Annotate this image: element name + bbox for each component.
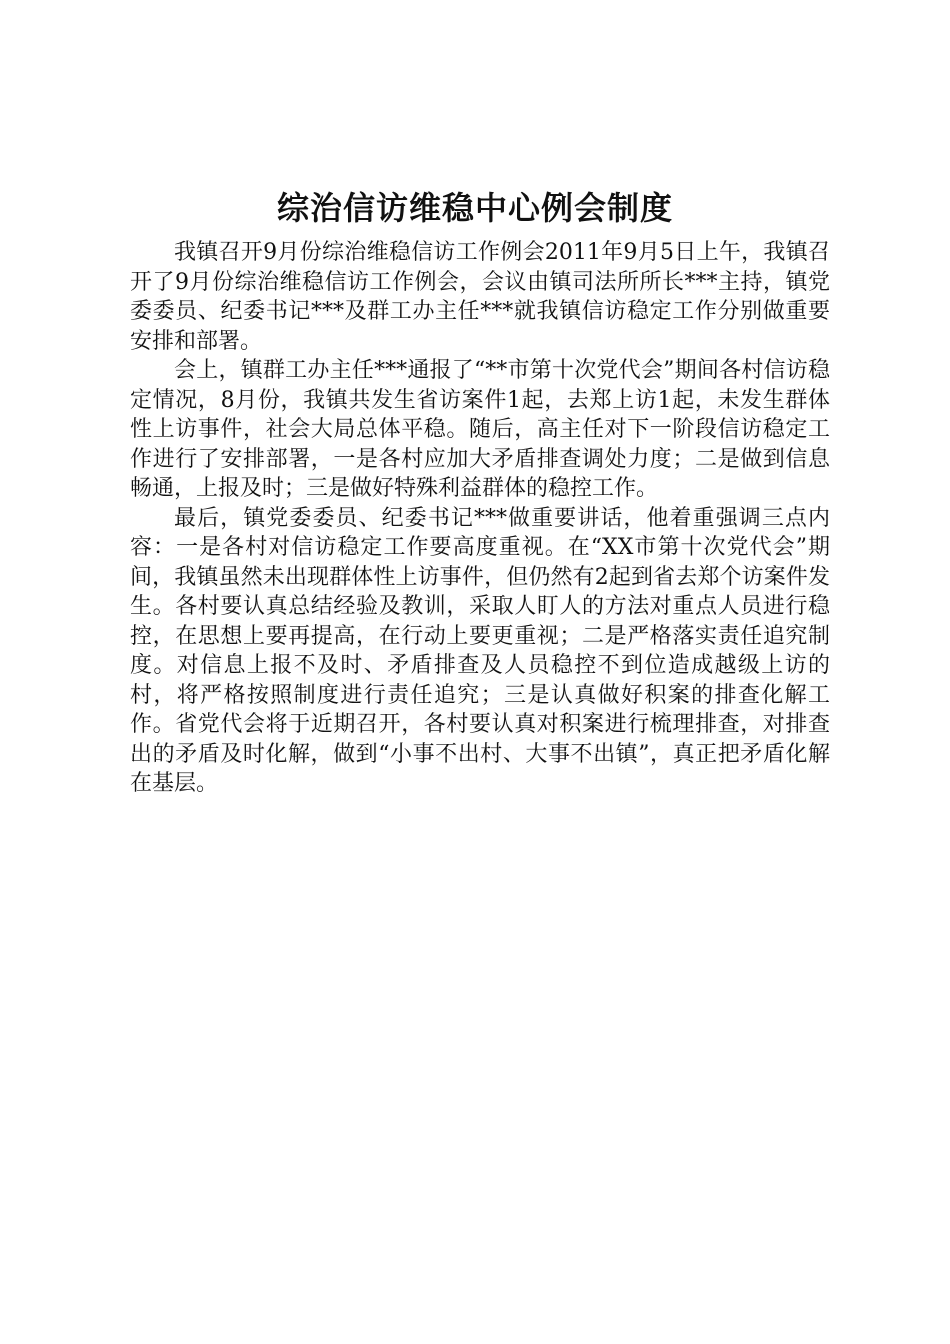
paragraph-1: 我镇召开9月份综治维稳信访工作例会2011年9月5日上午，我镇召开了9月份综治维稳信访工作例会，会议由镇司法所所长***主持，镇党委委员、纪委书记***及群工办主任***就我镇信访稳定工作分别做重要安排和部署。 bbox=[130, 240, 830, 354]
document-title: 综治信访维稳中心例会制度 bbox=[276, 189, 673, 227]
paragraph-3: 最后，镇党委委员、纪委书记***做重要讲话，他着重强调三点内容：一是各村对信访稳定工作要高度重视。在“XX市第十次党代会”期间，我镇虽然未出现群体性上访事件，但仍然有2起到省去郑个访案件发生。各村要认真总结经验及教训，采取人盯人的方法对重点人员进行稳控，在思想上要再提高，在行动上要更重视；二是严格落实责任追究制度。对信息上报不及时、矛盾排查及人员稳控不到位造成越级上访的村，将严格按照制度进行责任追究；三是认真做好积案的排查化解工作。省党代会将于近期召开，各村要认真对积案进行梳理排查，对排查出的矛盾及时化解，做到“小事不出村、大事不出镇”，真正把矛盾化解在基层。 bbox=[130, 505, 830, 796]
paragraph-2: 会上，镇群工办主任***通报了“**市第十次党代会”期间各村信访稳定情况，8月份，我镇共发生省访案件1起，去郑上访1起，未发生群体性上访事件，社会大局总体平稳。随后，高主任对下一阶段信访稳定工作进行了安排部署，一是各村应加大矛盾排查调处力度；二是做到信息畅通，上报及时；三是做好特殊利益群体的稳控工作。 bbox=[130, 358, 830, 501]
document-body bbox=[130, 238, 830, 799]
